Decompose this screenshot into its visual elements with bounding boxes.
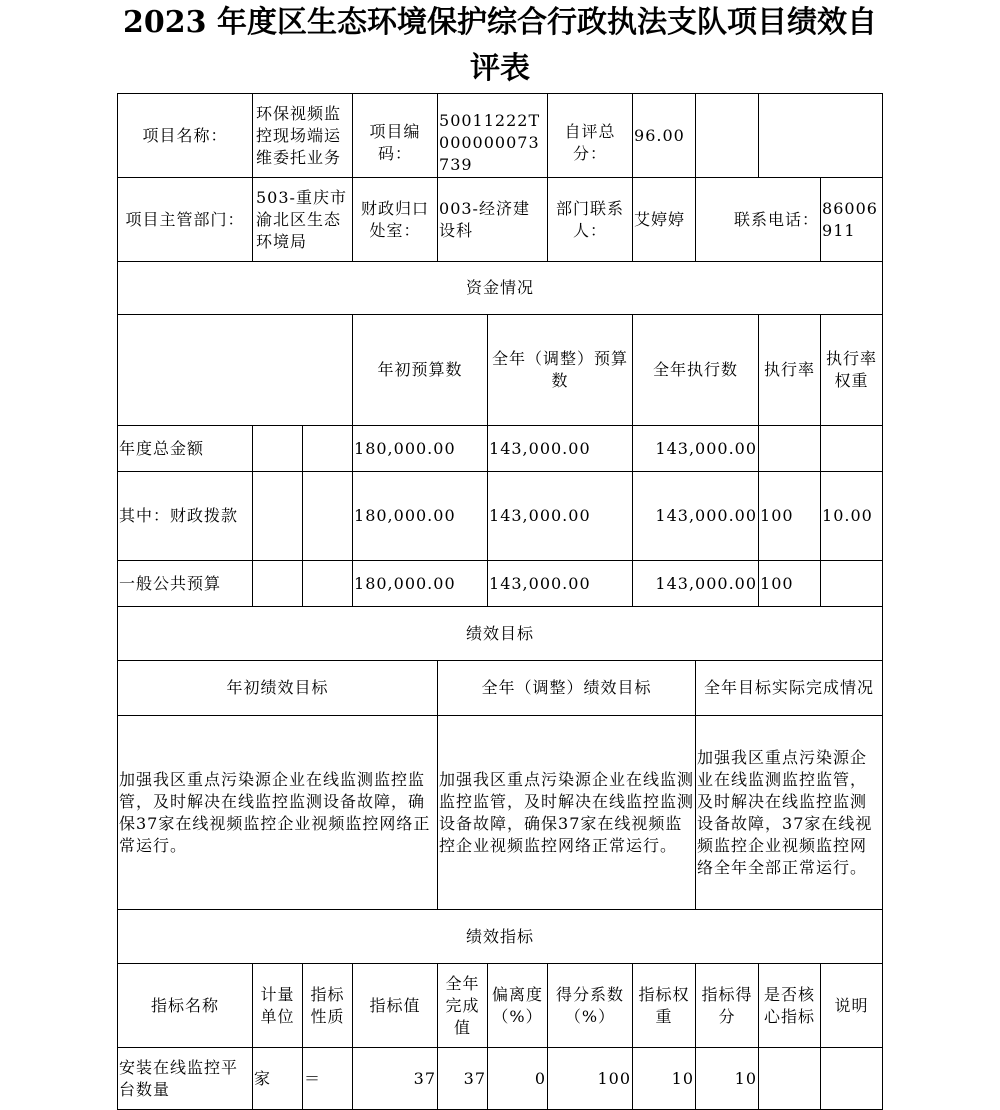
- rate-value: 100: [759, 472, 821, 561]
- adjusted-goal-header: 全年（调整）绩效目标: [438, 661, 696, 716]
- blank-cell: [253, 472, 303, 561]
- executed-value: 143,000.00: [633, 426, 759, 472]
- dept-value: 503-重庆市渝北区生态环境局: [253, 178, 353, 262]
- indicator-unit: 家: [253, 1048, 303, 1110]
- performance-evaluation-table: [117, 93, 883, 1110]
- fund-name: 年度总金额: [118, 426, 253, 472]
- completion-header: 全年完成值: [438, 964, 488, 1048]
- blank-cell: [253, 561, 303, 607]
- initial-budget-value: 180,000.00: [353, 426, 488, 472]
- executed-value: 143,000.00: [633, 472, 759, 561]
- adjusted-goal-text: 加强我区重点污染源企业在线监测监控监管，及时解决在线监控监测设备故障，确保37家在线视频监控企业视频监控网络正常运行。: [438, 716, 696, 910]
- indicator-note: [821, 1048, 883, 1110]
- indicator-name: 安装在线监控平台数量: [118, 1048, 253, 1110]
- rate-weight-header: 执行率权重: [821, 315, 883, 426]
- unit-header: 计量单位: [253, 964, 303, 1048]
- indicators-section-title: 绩效指标: [118, 910, 883, 964]
- info-row-1: [118, 94, 883, 178]
- blank-cell: [253, 426, 303, 472]
- finance-value: 003-经济建设科: [438, 178, 548, 262]
- executed-value: 143,000.00: [633, 561, 759, 607]
- project-code-value: 50011222T000000073739: [438, 94, 548, 178]
- self-score-value: 96.00: [633, 94, 696, 178]
- initial-budget-header: 年初预算数: [353, 315, 488, 426]
- goals-section-row: [118, 607, 883, 661]
- blank-cell: [118, 315, 353, 426]
- info-row-2: [118, 178, 883, 262]
- rate-value: 100: [759, 561, 821, 607]
- deviation-header: 偏离度（%）: [488, 964, 548, 1048]
- funds-row: [118, 426, 883, 472]
- rate-value: [759, 426, 821, 472]
- contact-label: 部门联系人：: [548, 178, 633, 262]
- funds-row: [118, 561, 883, 607]
- project-code-label: 项目编码：: [353, 94, 438, 178]
- executed-header: 全年执行数: [633, 315, 759, 426]
- value-header: 指标值: [353, 964, 438, 1048]
- indicator-coefficient: 100: [548, 1048, 633, 1110]
- funds-section-title: 资金情况: [118, 262, 883, 315]
- title-line-2: 评表: [470, 51, 530, 86]
- initial-goal-header: 年初绩效目标: [118, 661, 438, 716]
- core-header: 是否核心指标: [759, 964, 821, 1048]
- blank-cell: [303, 561, 353, 607]
- weight-header: 指标权重: [633, 964, 696, 1048]
- blank-cell: [696, 94, 759, 178]
- phone-value: 86006911: [821, 178, 883, 262]
- indicator-value: 37: [353, 1048, 438, 1110]
- contact-value: 艾婷婷: [633, 178, 696, 262]
- page-title: [0, 0, 1000, 92]
- rate-header: 执行率: [759, 315, 821, 426]
- adjusted-budget-value: 143,000.00: [488, 472, 633, 561]
- fund-name: 一般公共预算: [118, 561, 253, 607]
- adjusted-budget-value: 143,000.00: [488, 426, 633, 472]
- funds-row: [118, 472, 883, 561]
- goals-header-row: [118, 661, 883, 716]
- indicator-name-header: 指标名称: [118, 964, 253, 1048]
- indicators-header-row: [118, 964, 883, 1048]
- goals-content-row: [118, 716, 883, 910]
- finance-label: 财政归口处室：: [353, 178, 438, 262]
- initial-goal-text: 加强我区重点污染源企业在线监测监控监管，及时解决在线监控监测设备故障，确保37家在线视频监控企业视频监控网络正常运行。: [118, 716, 438, 910]
- actual-goal-text: 加强我区重点污染源企业在线监测监控监管，及时解决在线监控监测设备故障，37家在线视频监控企业视频监控网络全年全部正常运行。: [696, 716, 883, 910]
- funds-header-row: [118, 315, 883, 426]
- blank-cell: [759, 94, 883, 178]
- rate-weight-value: [821, 426, 883, 472]
- indicator-completion: 37: [438, 1048, 488, 1110]
- fund-name: 其中：财政拨款: [118, 472, 253, 561]
- project-name-label: 项目名称：: [118, 94, 253, 178]
- funds-section-row: [118, 262, 883, 315]
- phone-label: 联系电话：: [696, 178, 821, 262]
- rate-weight-value: 10.00: [821, 472, 883, 561]
- indicator-core: [759, 1048, 821, 1110]
- dept-label: 项目主管部门：: [118, 178, 253, 262]
- indicator-row: [118, 1048, 883, 1110]
- rate-weight-value: [821, 561, 883, 607]
- indicator-score: 10: [696, 1048, 759, 1110]
- project-name-value: 环保视频监控现场端运维委托业务: [253, 94, 353, 178]
- initial-budget-value: 180,000.00: [353, 561, 488, 607]
- indicator-deviation: 0: [488, 1048, 548, 1110]
- score-header: 指标得分: [696, 964, 759, 1048]
- coefficient-header: 得分系数（%）: [548, 964, 633, 1048]
- nature-header: 指标性质: [303, 964, 353, 1048]
- blank-cell: [303, 426, 353, 472]
- title-line-1: 2023 年度区生态环境保护综合行政执法支队项目绩效自: [123, 5, 877, 40]
- indicator-nature: ＝: [303, 1048, 353, 1110]
- adjusted-budget-header: 全年（调整）预算数: [488, 315, 633, 426]
- indicators-section-row: [118, 910, 883, 964]
- blank-cell: [303, 472, 353, 561]
- note-header: 说明: [821, 964, 883, 1048]
- adjusted-budget-value: 143,000.00: [488, 561, 633, 607]
- self-score-label: 自评总分：: [548, 94, 633, 178]
- actual-goal-header: 全年目标实际完成情况: [696, 661, 883, 716]
- initial-budget-value: 180,000.00: [353, 472, 488, 561]
- goals-section-title: 绩效目标: [118, 607, 883, 661]
- indicator-weight: 10: [633, 1048, 696, 1110]
